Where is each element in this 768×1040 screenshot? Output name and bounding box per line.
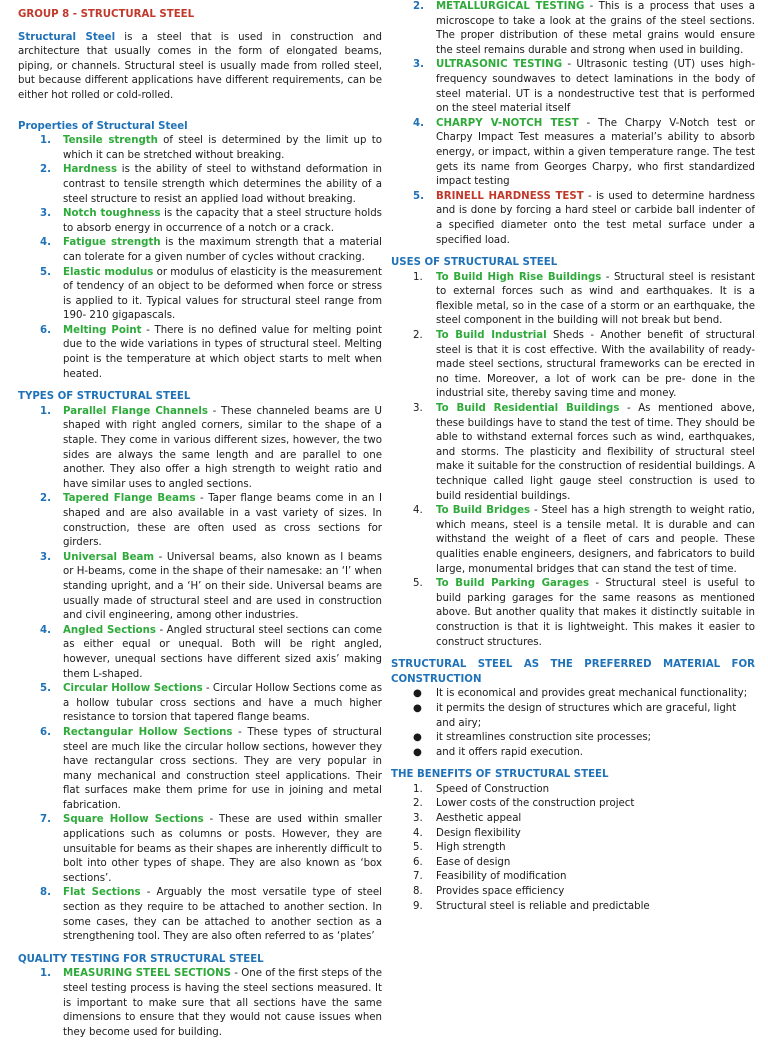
item-term: Fatigue strength	[63, 237, 161, 249]
list-item	[391, 271, 755, 329]
item-number: 6.	[40, 324, 51, 336]
bullet-text: it permits the design of structures which are graceful, light and airy;	[436, 702, 737, 729]
benefits-heading: THE BENEFITS OF STRUCTURAL STEEL	[391, 769, 609, 781]
item-text: Ease of design	[436, 856, 511, 868]
item-text: - Arguably the most versatile type of steel section as they require to be attached to another section. In some cases, they can be attached to another section as a strengthening tool. They are also often referred to as ‘plates’	[63, 887, 382, 943]
item-number: 6.	[40, 726, 51, 738]
bullet-text: it streamlines construction site processes;	[436, 732, 652, 744]
list-item	[391, 329, 755, 402]
left-column	[18, 0, 382, 1040]
intro-term: Structural Steel	[18, 31, 116, 43]
item-number: 1.	[40, 405, 51, 417]
list-item	[18, 813, 382, 886]
heading-word: PREFERRED	[584, 659, 652, 671]
list-item	[391, 870, 755, 885]
benefits-list	[391, 783, 755, 914]
list-item	[391, 504, 755, 577]
list-item	[391, 58, 755, 116]
list-item	[391, 841, 755, 856]
quality-list-continued	[391, 0, 755, 248]
list-item	[391, 190, 755, 248]
list-item	[18, 324, 382, 382]
item-number: 2.	[413, 1, 424, 12]
item-term: Melting Point	[63, 324, 142, 336]
list-item	[391, 812, 755, 827]
item-number: 1.	[40, 968, 51, 980]
item-text: - Structural steel is resistant to external forces such as wind and earthquakes. It is a flexible metal, so in the case of a storm or an earthquake, the steel component in the building will not break but bend.	[436, 271, 756, 327]
bullet-text: and it offers rapid execution.	[436, 746, 584, 758]
item-text: Feasibility of modification	[436, 871, 567, 883]
item-text: Speed of Construction	[436, 783, 550, 795]
item-text: - Ultrasonic testing (UT) uses high-frequency soundwaves to detect laminations in the body of steel material. UT is a nondestructive test that is performed on the steel material itself	[436, 59, 756, 115]
list-item	[18, 134, 382, 163]
list-item	[18, 967, 382, 1040]
item-term: METALLURGICAL TESTING	[436, 1, 585, 12]
item-number: 5.	[413, 578, 423, 590]
item-term: Notch toughness	[63, 208, 161, 220]
item-term: Tapered Flange Beams	[63, 493, 196, 505]
item-number: 3.	[413, 403, 423, 415]
item-number: 3.	[40, 551, 51, 563]
item-number: 4.	[413, 117, 424, 129]
item-text: - Universal beams, also known as I beams or H-beams, come in the shape of their namesake: an ‘I’ when standing upright, and a ‘H’ on their side. Universal beams are usually made of structural steel and are used in construction and civil engineering, among other industries.	[63, 551, 382, 622]
item-term: CHARPY V-NOTCH TEST	[436, 117, 579, 129]
item-text: High strength	[436, 842, 506, 854]
item-text: Design flexibility	[436, 827, 521, 839]
list-item	[391, 402, 755, 504]
item-term: To Build Industrial	[436, 330, 547, 342]
item-number: 1.	[413, 271, 423, 283]
item-number: 5.	[40, 266, 51, 278]
item-number: 2.	[40, 493, 51, 505]
list-item	[18, 163, 382, 207]
list-item	[18, 682, 382, 726]
preferred-bullets	[391, 687, 755, 760]
item-text: - Steel has a high strength to weight ratio, which means, steel is a tensile metal. It is durable and can withstand the weight of a fleet of cars and people. These qualities enable engineers, designers, and fabricators to build large, monumental bridges that can stand the test of time.	[436, 505, 755, 575]
item-number: 7.	[40, 814, 51, 826]
item-text: - Circular Hollow Sections come as a hollow tubular cross sections and have a much higher resistance to torsion that tapered flange beams.	[63, 683, 383, 724]
item-number: 3.	[40, 208, 51, 220]
bullet-text: It is economical and provides great mechanical functionality;	[436, 688, 748, 700]
item-term: Parallel Flange Channels	[63, 405, 208, 417]
item-number: 4.	[40, 624, 51, 636]
list-item	[18, 886, 382, 944]
heading-word: THE	[550, 659, 573, 671]
item-text: - Structural steel is useful to build parking garages for the same reasons as mentioned above. But another quality that makes it distinctly suitable in construction is that it is lightweight. This makes it easier to construct structures.	[436, 578, 755, 648]
item-text: Lower costs of the construction project	[436, 798, 635, 810]
heading-word: AS	[523, 659, 540, 671]
list-item	[391, 117, 755, 190]
list-item	[391, 856, 755, 871]
item-number: 4.	[413, 827, 423, 839]
item-text: Provides space efficiency	[436, 886, 565, 898]
item-text: or modulus of elasticity is the measurement of tendency of an object to be deformed when force or stress is applied to it. Typical values for structural steel range from 190- 210 gigapascals.	[63, 266, 382, 322]
item-term: Universal Beam	[63, 551, 155, 563]
item-text: is the ability of steel to withstand deformation in contrast to tensile strength which determines the ability of a steel structure to resist an applied load without breaking.	[63, 164, 382, 205]
list-item	[391, 0, 755, 58]
item-number: 3.	[413, 59, 424, 71]
list-item	[18, 624, 382, 682]
list-item	[18, 266, 382, 324]
item-term: To Build Bridges	[436, 505, 531, 517]
item-text: - These channeled beams are U shaped with right angled corners, similar to the shape of a staple. They come in various different sizes, however, the two sides are always the same length and are parallel to one another. They also offer a high strength to weight ratio and have similar uses to angled sections.	[63, 405, 382, 490]
item-number: 3.	[413, 813, 423, 825]
item-term: Hardness	[63, 164, 118, 176]
item-number: 2.	[413, 330, 423, 342]
list-item	[18, 207, 382, 236]
item-term: To Build High Rise Buildings	[436, 271, 602, 283]
list-item	[391, 900, 755, 915]
bullet-item	[391, 687, 755, 702]
item-number: 2.	[413, 798, 423, 810]
list-item	[18, 405, 382, 493]
item-term: Flat Sections	[63, 887, 141, 899]
item-term: Angled Sections	[63, 624, 156, 636]
item-term: Circular Hollow Sections	[63, 683, 203, 695]
document-title: GROUP 8 - STRUCTURAL STEEL	[18, 9, 195, 20]
item-term: Elastic modulus	[63, 266, 154, 278]
item-text: - These types of structural steel are much like the circular hollow sections, however they have rectangular cross sections. They are very popular in many mechanical and construction steel applications. Their flat surfaces make them prime for use in joining and metal fabrication.	[63, 726, 383, 811]
bullet-item	[391, 746, 755, 761]
item-text: Structural steel is reliable and predictable	[436, 900, 650, 912]
item-text: of steel is determined by the limit up to which it can be stretched without breaking.	[63, 135, 383, 161]
list-item	[18, 726, 382, 814]
properties-list	[18, 134, 382, 382]
bullet-icon: ●	[413, 732, 422, 744]
item-number: 5.	[40, 683, 51, 695]
item-text: Sheds - Another benefit of structural steel is that it is cost effective. With the availability of ready-made steel sections, structural frameworks can be erected in no time. Moreover, a lot of work can be pre- done in the industrial site, thereby saving time and money.	[436, 330, 755, 400]
item-number: 4.	[40, 237, 51, 249]
bullet-icon: ●	[413, 746, 422, 758]
list-item	[391, 577, 755, 650]
bullet-item	[391, 731, 755, 746]
item-text: - The Charpy V-Notch test or Charpy Impact Test measures a material’s ability to absorb energy, or impact, within a given temperature range. The test gets its name from Georges Charpy, who first standardized impact testing	[436, 117, 755, 188]
item-text: - is used to determine hardness and is done by forcing a hard steel or carbide ball indenter of a specified diameter onto the test metal surface under a specified load.	[436, 190, 755, 246]
list-item	[391, 783, 755, 798]
right-column	[391, 0, 755, 914]
heading-word: MATERIAL	[662, 659, 721, 671]
item-term: To Build Residential Buildings	[436, 403, 620, 415]
types-heading: TYPES OF STRUCTURAL STEEL	[18, 391, 191, 403]
item-number: 2.	[40, 164, 51, 176]
types-list	[18, 405, 382, 945]
uses-list	[391, 271, 755, 650]
item-number: 8.	[413, 886, 423, 898]
item-number: 9.	[413, 900, 423, 912]
list-item	[391, 797, 755, 812]
item-term: To Build Parking Garages	[436, 578, 590, 590]
item-number: 1.	[40, 135, 51, 147]
preferred-heading	[391, 658, 755, 673]
item-number: 5.	[413, 842, 423, 854]
list-item	[18, 492, 382, 550]
item-term: Square Hollow Sections	[63, 814, 204, 826]
uses-heading: USES OF STRUCTURAL STEEL	[391, 257, 558, 269]
item-number: 4.	[413, 505, 423, 517]
list-item	[18, 551, 382, 624]
quality-heading: QUALITY TESTING FOR STRUCTURAL STEEL	[18, 953, 264, 965]
item-number: 7.	[413, 871, 423, 883]
list-item	[391, 885, 755, 900]
bullet-icon: ●	[413, 688, 422, 700]
item-text: - This is a process that uses a microscope to take a look at the grains of the steel sections. The proper distribution of these metal grains would ensure the steel remains durable and strong when used in building.	[436, 1, 755, 56]
heading-word: STRUCTURAL	[391, 659, 467, 671]
item-number: 5.	[413, 190, 424, 202]
item-term: BRINELL HARDNESS TEST	[436, 190, 584, 202]
heading-word: STEEL	[477, 659, 513, 671]
intro-paragraph	[18, 31, 382, 104]
list-item	[18, 236, 382, 265]
item-text: - Taper flange beams come in an I shaped and are also available in a vast variety of sizes. In construction, these are often used as cross sections for girders.	[63, 493, 382, 549]
item-text: - As mentioned above, these buildings have to stand the test of time. They should be able to withstand external forces such as wind, earthquakes, and storms. The plasticity and flexibility of structural steel make it suitable for the construction of residential buildings. A technique called light gauge steel construction is used to build residential buildings.	[436, 403, 755, 502]
preferred-heading-line2: CONSTRUCTION	[391, 673, 482, 685]
item-text: is the capacity that a steel structure holds to absorb energy in occurrence of a notch or a crack.	[63, 208, 382, 234]
item-term: Tensile strength	[63, 135, 158, 147]
intro-text: is a steel that is used in construction and architecture that usually comes in the form of elongated beams, piping, or channels. Structural steel is usually made from rolled steel, but because different applications have different requirements, can be either hot rolled or cold-rolled.	[18, 31, 382, 101]
item-term: ULTRASONIC TESTING	[436, 59, 563, 71]
properties-heading: Properties of Structural Steel	[18, 120, 188, 132]
bullet-item	[391, 702, 755, 731]
item-number: 8.	[40, 887, 51, 899]
item-term: MEASURING STEEL SECTIONS	[63, 968, 232, 980]
list-item	[391, 827, 755, 842]
item-text: Aesthetic appeal	[436, 813, 522, 825]
item-term: Rectangular Hollow Sections	[63, 726, 233, 738]
item-text: - One of the first steps of the steel testing process is having the steel sections measured. It is important to make sure that all sections have the same dimensions to ensure that they would not cause issues when they become used for building.	[63, 968, 382, 1038]
item-number: 1.	[413, 783, 423, 795]
item-text: is the maximum strength that a material can tolerate for a given number of cycles without cracking.	[63, 237, 382, 263]
bullet-icon: ●	[413, 702, 422, 714]
item-text: - Angled structural steel sections can come as either equal or unequal. Both will be right angled, however, unequal sections have different sized axis’ making them L-shaped.	[63, 624, 382, 680]
heading-word: FOR	[731, 659, 755, 671]
item-text: - These are used within smaller applications such as columns or posts. However, they are unsuitable for beams as their shapes are inherently difficult to bolt into other types of shape. They are also known as ‘box sections’.	[63, 814, 382, 884]
item-number: 6.	[413, 856, 423, 868]
item-text: - There is no defined value for melting point due to the wide variations in types of structural steel. Melting point is the temperature at which object starts to melt when heated.	[63, 324, 382, 380]
